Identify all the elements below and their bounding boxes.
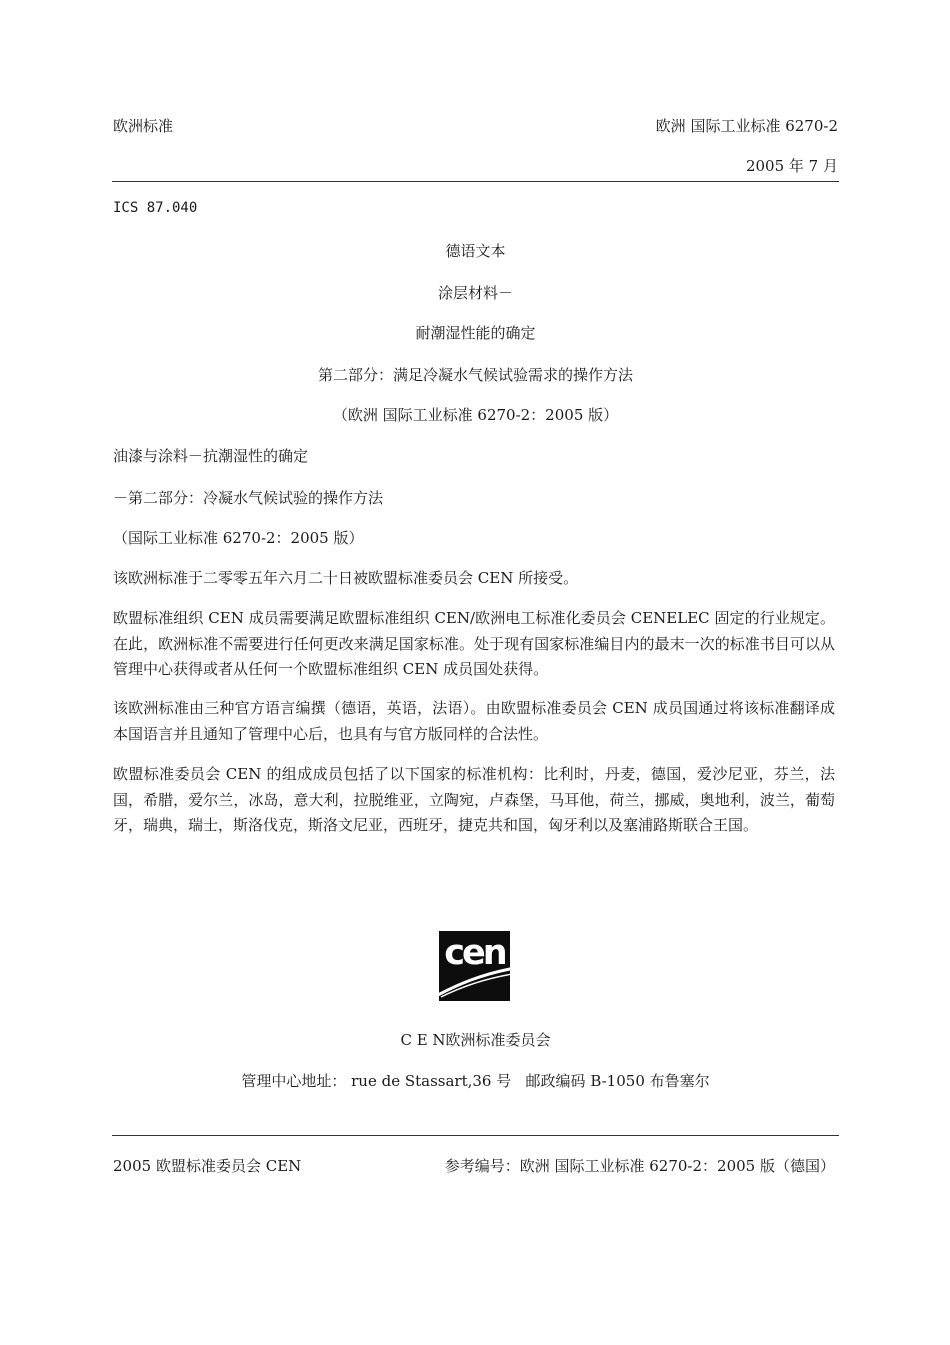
footer-copyright: 2005 欧盟标准委员会 CEN: [113, 1157, 302, 1175]
alt-title-line2: －第二部分：冷凝水气候试验的操作方法: [113, 489, 384, 507]
cen-logo-text: cen: [444, 933, 505, 973]
organization-address: 管理中心地址： rue de Stassart,36 号 邮政编码 B-1050 布鲁塞尔: [241, 1072, 710, 1090]
cen-logo-icon: [439, 931, 510, 1001]
alt-title-line3: （国际工业标准 6270-2：2005 版）: [113, 529, 364, 547]
header-right: 欧洲 国际工业标准 6270-2: [655, 117, 838, 135]
paragraph-acceptance: 该欧洲标准于二零零五年六月二十日被欧盟标准委员会 CEN 所接受。: [113, 569, 579, 587]
title-line2: 耐潮湿性能的确定: [415, 324, 536, 342]
paragraph-members: 欧盟标准委员会 CEN 的组成成员包括了以下国家的标准机构：比利时，丹麦，德国，爱沙尼亚，芬兰，法国，希腊，爱尔兰，冰岛，意大利，拉脱维亚，立陶宛，卢森堡，马耳他，荷兰，挪威，奥地利，波兰，葡萄牙，瑞典，瑞士，斯洛伐克，斯洛文尼亚，西班牙，捷克共和国，匈牙利以及塞浦路斯联合王国。: [113, 765, 835, 834]
title-line1: 涂层材料－: [437, 284, 513, 302]
title-language: 德语文本: [445, 242, 506, 260]
organization-name: C E N欧洲标准委员会: [400, 1031, 551, 1049]
footer-reference: 参考编号：欧洲 国际工业标准 6270-2：2005 版（德国）: [444, 1157, 835, 1175]
paragraph-languages: 该欧洲标准由三种官方语言编撰（德语，英语，法语）。由欧盟标准委员会 CEN 成员国通过将该标准翻译成本国语言并且通知了管理中心后，也具有与官方版同样的合法性。: [113, 699, 835, 743]
footer-divider: [112, 1135, 839, 1136]
ics-code: ICS 87.040: [113, 200, 198, 216]
title-line4: （欧洲 国际工业标准 6270-2：2005 版）: [332, 406, 619, 424]
alt-title-line1: 油漆与涂料－抗潮湿性的确定: [113, 447, 309, 465]
title-line3: 第二部分：满足冷凝水气候试验需求的操作方法: [317, 366, 633, 384]
header-date: 2005 年 7 月: [745, 157, 838, 175]
header-divider: [112, 181, 839, 182]
paragraph-regulations: 欧盟标准组织 CEN 成员需要满足欧盟标准组织 CEN/欧洲电工标准化委员会 CENELEC 固定的行业规定。在此，欧洲标准不需要进行任何更改来满足国家标准。处于现有国家标准编目内的最末一次的标准书目可以从管理中心获得或者从任何一个欧盟标准组织 CEN 成员国处获得。: [113, 609, 835, 678]
header-left: 欧洲标准: [113, 117, 174, 135]
